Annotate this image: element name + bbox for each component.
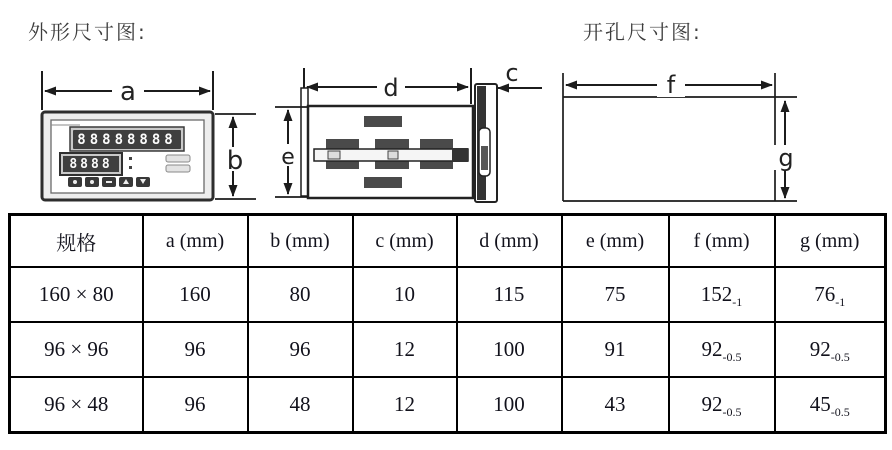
cell-b: 48 <box>248 377 353 433</box>
cell-g-tolerance: -0.5 <box>830 350 850 365</box>
cell-g-tolerance: -0.5 <box>830 405 850 420</box>
front-panel-buttons <box>68 177 150 187</box>
indicator-dot-1 <box>129 157 132 160</box>
table-row-96x48 <box>10 377 886 433</box>
dim-label-d: d <box>383 74 399 102</box>
cell-f-value: 92 <box>701 392 723 416</box>
dim-label-b: b <box>226 146 244 176</box>
cell-b: 80 <box>248 267 353 322</box>
cell-d: 100 <box>457 377 562 433</box>
cell-g <box>775 322 886 377</box>
top-display-digits: 88888888 <box>77 132 177 148</box>
dim-label-f: f <box>666 71 676 99</box>
cell-f <box>669 377 775 433</box>
table-header-row <box>10 215 886 268</box>
cell-a: 160 <box>143 267 248 322</box>
dim-label-c: c <box>505 59 519 87</box>
vent-top <box>364 116 402 127</box>
vent-bottom <box>364 177 402 188</box>
dim-label-e: e <box>281 145 295 170</box>
side-view-diagram <box>275 59 542 202</box>
dim-label-a: a <box>120 77 136 107</box>
cell-c: 10 <box>353 267 457 322</box>
front-view-diagram <box>42 71 256 200</box>
cell-b: 96 <box>248 322 353 377</box>
indicator-lamp-2 <box>166 165 190 172</box>
cell-spec: 96 × 96 <box>10 322 143 377</box>
col-header-f: f (mm) <box>669 215 775 268</box>
cell-f <box>669 322 775 377</box>
cell-f-tolerance: -0.5 <box>722 350 742 365</box>
col-header-e: e (mm) <box>562 215 669 268</box>
table-row-160x80 <box>10 267 886 322</box>
indicator-dot-2 <box>129 166 132 169</box>
cell-g <box>775 377 886 433</box>
spec-table <box>8 213 887 434</box>
cutout-diagram <box>563 70 797 201</box>
cell-a: 96 <box>143 377 248 433</box>
cell-spec: 96 × 48 <box>10 377 143 433</box>
cell-g-tolerance: -1 <box>835 295 846 310</box>
cell-g <box>775 267 886 322</box>
cell-f <box>669 267 775 322</box>
col-header-b: b (mm) <box>248 215 353 268</box>
cell-d: 100 <box>457 322 562 377</box>
rail-end-block <box>452 148 468 162</box>
cell-f-value: 152 <box>700 282 733 306</box>
cell-c: 12 <box>353 377 457 433</box>
dim-label-g: g <box>778 144 794 172</box>
cell-e: 43 <box>562 377 669 433</box>
col-header-g: g (mm) <box>775 215 886 268</box>
cell-g-value: 45 <box>809 392 831 416</box>
rail-screw-1 <box>328 151 340 159</box>
outline-section-title: 外形尺寸图: <box>28 20 147 44</box>
bottom-display-digits: 8888 <box>69 157 113 172</box>
col-header-c: c (mm) <box>353 215 457 268</box>
cell-g-value: 92 <box>809 337 831 361</box>
rail-screw-2 <box>388 151 398 159</box>
table-row-96x96 <box>10 322 886 377</box>
cell-e: 91 <box>562 322 669 377</box>
cutout-section-title: 开孔尺寸图: <box>583 20 702 44</box>
cell-a: 96 <box>143 322 248 377</box>
col-header-a: a (mm) <box>143 215 248 268</box>
cell-f-tolerance: -0.5 <box>722 405 742 420</box>
dimension-diagrams <box>0 0 892 213</box>
col-header-d: d (mm) <box>457 215 562 268</box>
cell-spec: 160 × 80 <box>10 267 143 322</box>
indicator-lamp-1 <box>166 155 190 162</box>
col-header-spec: 规格 <box>10 215 143 268</box>
cell-d: 115 <box>457 267 562 322</box>
bezel-clamp-inner <box>481 146 488 170</box>
cell-f-value: 92 <box>701 337 723 361</box>
cell-c: 12 <box>353 322 457 377</box>
cell-f-tolerance: -1 <box>732 295 743 310</box>
cell-g-value: 76 <box>814 282 836 306</box>
cell-e: 75 <box>562 267 669 322</box>
